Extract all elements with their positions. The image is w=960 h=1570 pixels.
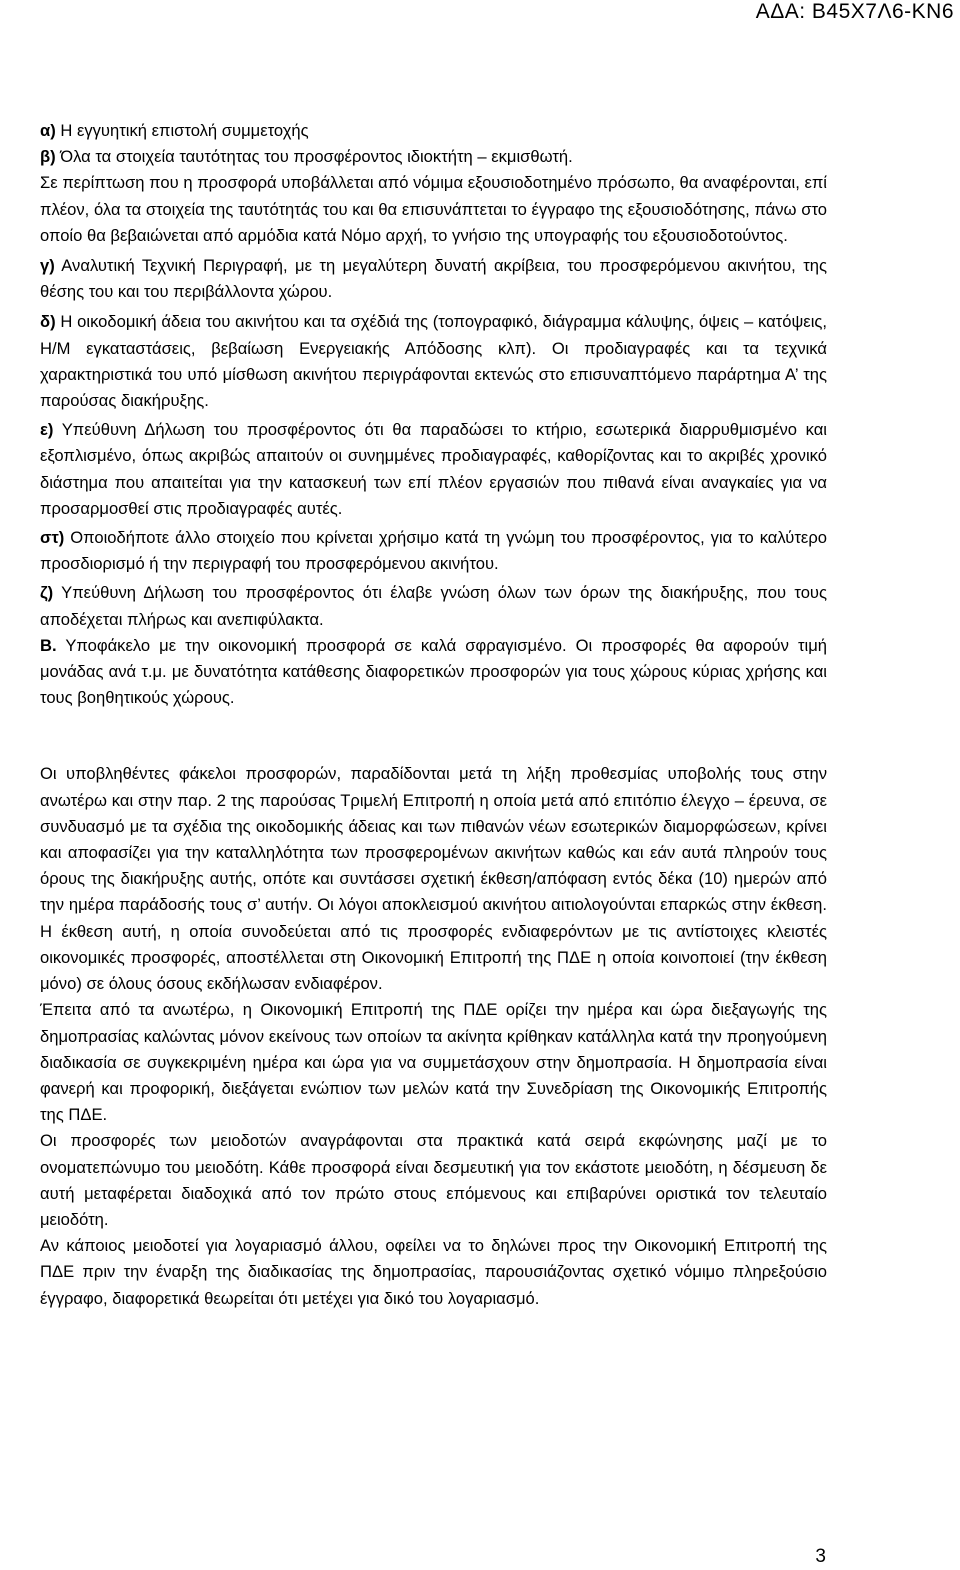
list-item-a-label: α) [40, 121, 56, 140]
list-item-z-text: Υπεύθυνη Δήλωση του προσφέροντος ότι έλαβε γνώση όλων των όρων της διακήρυξης, που τους αποδέχεται πλήρως και ανεπιφύλακτα. [40, 583, 827, 629]
document-body [40, 118, 827, 1312]
paragraph-proxy-bidding: Αν κάποιος μειοδοτεί για λογαριασμό άλλου, οφείλει να το δηλώνει προς την Οικονομική Επιτροπή της ΠΔΕ πριν την έναρξη της διαδικασίας της δημοπρασίας, παρουσιάζοντας σχετικό νόμιμο πληρεξούσιο έγγραφο, διαφορετικά θεωρείται ότι μετέχει για δικό του λογαριασμό. [40, 1236, 827, 1308]
list-item-z-label: ζ) [40, 583, 54, 603]
list-item-b [40, 144, 827, 170]
list-item-d [40, 309, 827, 414]
list-item-b-text: Όλα τα στοιχεία ταυτότητας του προσφέροντος ιδιοκτήτη – εκμισθωτή. [55, 147, 573, 167]
list-item-c-text: Αναλυτική Τεχνική Περιγραφή, με τη μεγαλύτερη δυνατή ακρίβεια, του προσφερόμενου ακινήτου, της θέσης του και του περιβάλλοντα χώρου. [40, 256, 827, 302]
list-item-d-text: Η οικοδομική άδεια του ακινήτου και τα σχέδιά της (τοπογραφικό, διάγραμμα κάλυψης, όψεις – κατόψεις, Η/Μ εγκαταστάσεις, βεβαίωση Ενεργειακής Απόδοσης κλπ). Οι προδιαγραφές και τα τεχνικά χαρακτηριστικά του υπό μίσθωση ακινήτου περιγράφονται εκτενώς στο επισυναπτόμενο παράρτημα Α’ της παρούσας διακήρυξης. [40, 312, 827, 411]
section-b-label: Β. [40, 635, 57, 655]
ada-code-header: ΑΔΑ: Β45Χ7Λ6-ΚΝ6 [755, 0, 954, 23]
list-item-c-label: γ) [40, 256, 55, 276]
list-item-d-label: δ) [40, 312, 56, 332]
list-item-st [40, 525, 827, 577]
paragraph-gap [40, 711, 827, 761]
list-item-e-label: ε) [40, 420, 54, 440]
list-item-st-text: Οποιοδήποτε άλλο στοιχείο που κρίνεται χρήσιμο κατά τη γνώμη του προσφέροντος, για το καλύτερο προσδιορισμό ή την περιγραφή του προσφερόμενου ακινήτου. [40, 528, 827, 574]
section-b-text: Υποφάκελο με την οικονομική προσφορά σε καλά σφραγισμένο. Οι προσφορές θα αφορούν τιμή μονάδας ανά τ.μ. με δυνατότητα κατάθεσης διαφορετικών προσφορών για τους χώρους κύριας χρήσης και τους βοηθητικούς χώρους. [40, 635, 827, 708]
paragraph-auction-scheduling: Έπειτα από τα ανωτέρω, η Οικονομική Επιτροπή της ΠΔΕ ορίζει την ημέρα και ώρα διεξαγωγής της δημοπρασίας καλώντας μόνον εκείνους των οποίων τα ακίνητα κρίθηκαν κατάλληλα κατά την προηγούμενη διαδικασία σε συγκεκριμένη ημέρα και ώρα για να συμμετάσχουν στην δημοπρασία. Η δημοπρασία είναι φανερή και προφορική, διεξάγεται ενώπιον των μελών κατά την Συνεδρίαση της Οικονομικής Επιτροπής της ΠΔΕ. [40, 1000, 827, 1125]
list-item-e-text: Υπεύθυνη Δήλωση του προσφέροντος ότι θα παραδώσει το κτήριο, εσωτερικά διαρρυθμισμένο και εξοπλισμένο, όπως ακριβώς απαιτούν οι συνημμένες προδιαγραφές, καθορίζοντας και το ακριβές χρονικό διάστημα που απαιτείται για την κατασκευή των επί πλέον εργασιών που πιθανά είναι αναγκαίες για να προσαρμοσθεί στις προδιαγραφές αυτές. [40, 420, 827, 518]
list-item-b-note: Σε περίπτωση που η προσφορά υποβάλλεται από νόμιμα εξουσιοδοτημένο πρόσωπο, θα αναφέρονται, επί πλέον, όλα τα στοιχεία της ταυτότητάς του και θα επισυνάπτεται το έγγραφο της εξουσιοδότησης, πάνω στο οποίο θα βεβαιώνεται από αρμόδια κατά Νόμο αρχή, το γνήσιο της υπογραφής του εξουσιοδοτούντος. [40, 173, 827, 245]
list-item-a-text: Η εγγυητική επιστολή συμμετοχής [55, 121, 309, 140]
page-number: 3 [815, 1546, 826, 1567]
list-item-e [40, 417, 827, 522]
list-item-b-label: β) [40, 147, 56, 167]
list-item-st-label: στ) [40, 528, 65, 548]
list-item-a [40, 118, 827, 144]
section-b [40, 633, 827, 712]
paragraph-committee-evaluation: Οι υποβληθέντες φάκελοι προσφορών, παραδίδονται μετά τη λήξη προθεσμίας υποβολής τους στην ανωτέρω και στην παρ. 2 της παρούσας Τριμελή Επιτροπή η οποία μετά από επιτόπιο έλεγχο – έρευνα, σε συνδυασμό με τα σχέδια της οικοδομικής άδειας και των πιθανών νέων εσωτερικών διαμορφώσεων, κρίνει και αποφασίζει για την καταλληλότητα των προσφερομένων ακινήτων καθώς και εάν αυτά πληρούν τους όρους της διακήρυξης αυτής, οπότε και συντάσσει σχετική έκθεση/απόφαση εντός δέκα (10) ημερών από την ημέρα παράδοσής τους σ’ αυτήν. Οι λόγοι αποκλεισμού ακινήτου αιτιολογούνται επαρκώς στην έκθεση. Η έκθεση αυτή, η οποία συνοδεύεται από τις προσφορές ενδιαφερόντων με τις αντίστοιχες κλειστές οικονομικές προσφορές, αποστέλλεται στη Οικονομική Επιτροπή της ΠΔΕ η οποία κοινοποιεί (την έκθεση μόνο) σε όλους όσους εκδήλωσαν ενδιαφέρον. [40, 764, 827, 994]
paragraph-bidder-offers: Οι προσφορές των μειοδοτών αναγράφονται στα πρακτικά κατά σειρά εκφώνησης μαζί με το ονοματεπώνυμο του μειοδότη. Κάθε προσφορά είναι δεσμευτική για τον εκάστοτε μειοδότη, η δέσμευση δε αυτή μεταφέρεται διαδοχικά από τον πρώτο στους επόμενους και επιβαρύνει οριστικά τον τελευταίο μειοδότη. [40, 1131, 827, 1229]
list-item-z [40, 580, 827, 632]
list-item-c [40, 253, 827, 305]
